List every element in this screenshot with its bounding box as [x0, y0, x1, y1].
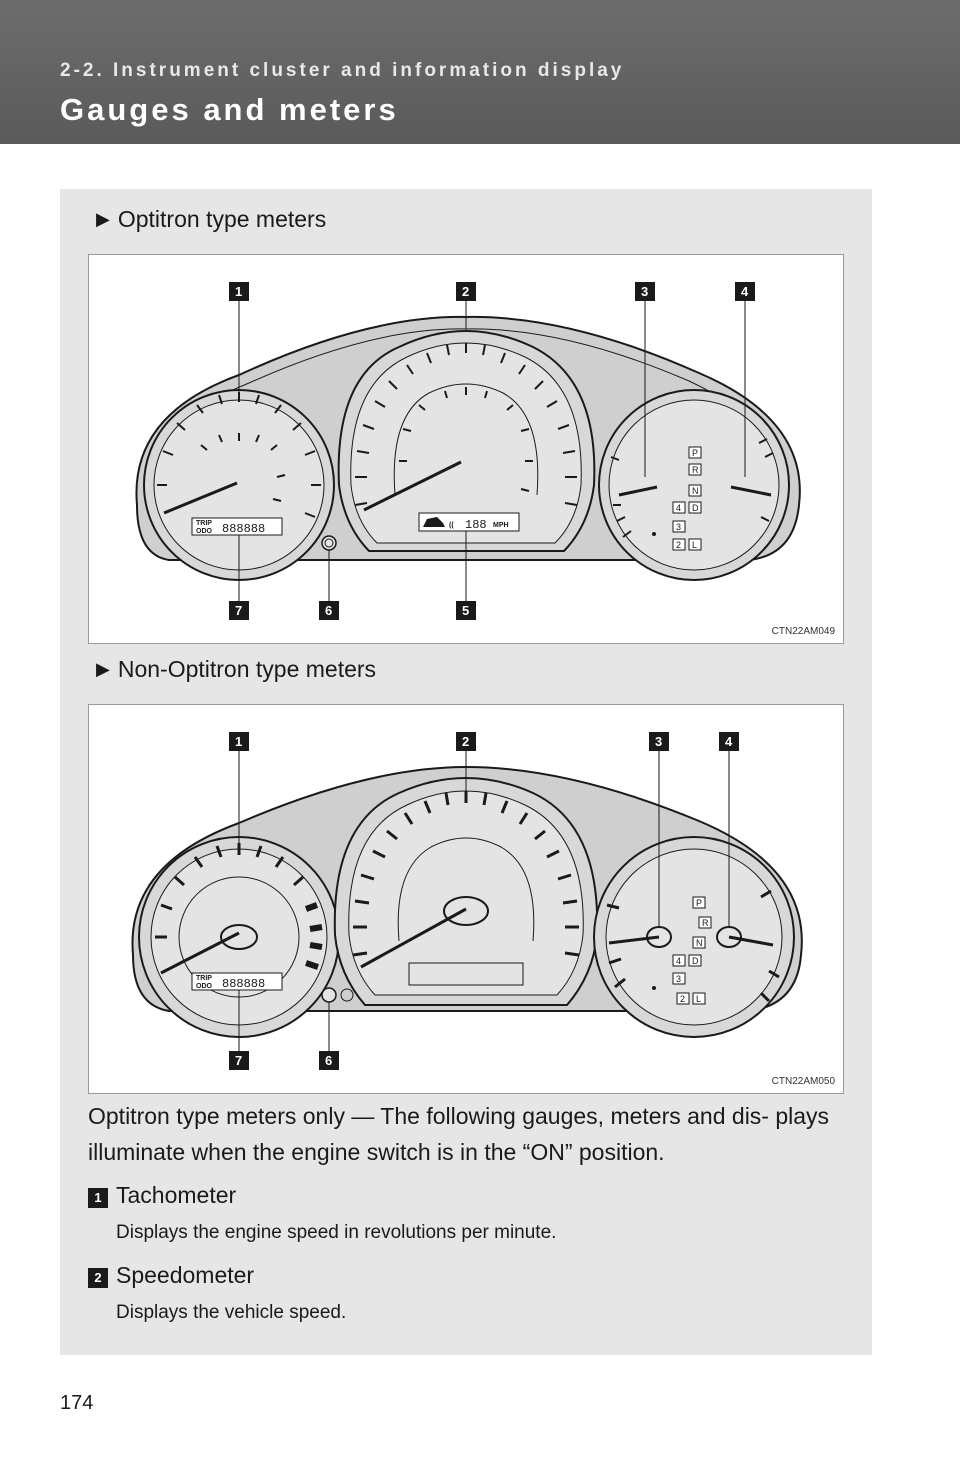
item-number-badge: 1 — [88, 1188, 108, 1208]
svg-text:3: 3 — [655, 734, 663, 749]
optitron-cluster-illustration — [89, 255, 845, 645]
figure-1-heading-text: Optitron type meters — [117, 206, 327, 232]
gear-3: 3 — [676, 974, 682, 984]
figure-2-heading-text: Non-Optitron type meters — [117, 656, 377, 682]
right-triangle-icon: ▶ — [96, 659, 110, 679]
gear-r: R — [692, 465, 699, 475]
gear-3: 3 — [676, 522, 682, 532]
callout-1 — [229, 282, 249, 301]
gear-n: N — [692, 486, 699, 496]
callout-2 — [456, 282, 476, 301]
callout-4 — [719, 732, 739, 751]
page-number: 174 — [60, 1392, 94, 1414]
section-label: 2-2. Instrument cluster and information display — [60, 60, 625, 81]
svg-text:7: 7 — [235, 1053, 243, 1068]
gear-l: L — [696, 994, 702, 1004]
figure-1-heading — [96, 206, 326, 233]
callout-3 — [649, 732, 669, 751]
cruise-icon: (( — [449, 522, 454, 529]
svg-text:6: 6 — [325, 603, 333, 618]
lcd-speed-unit: MPH — [493, 522, 509, 529]
svg-text:4: 4 — [725, 734, 733, 749]
callout-2 — [456, 732, 476, 751]
svg-text:1: 1 — [235, 734, 243, 749]
svg-text:6: 6 — [325, 1053, 333, 1068]
figure-optitron — [88, 254, 844, 644]
svg-text:5: 5 — [462, 603, 470, 618]
right-triangle-icon: ▶ — [96, 209, 110, 229]
lcd-odo-label: ODO — [196, 983, 212, 990]
page-title: Gauges and meters — [60, 92, 399, 127]
item-number-badge: 2 — [88, 1268, 108, 1288]
callout-7 — [229, 601, 249, 620]
item-2-title-text: Speedometer — [116, 1262, 255, 1288]
callout-4 — [735, 282, 755, 301]
item-1-description: Displays the engine speed in revolutions per minute. — [116, 1222, 557, 1243]
gear-n: N — [696, 938, 703, 948]
gear-p: P — [692, 448, 699, 458]
svg-text:4: 4 — [741, 284, 749, 299]
item-2-title — [88, 1262, 254, 1289]
svg-text:3: 3 — [641, 284, 649, 299]
gear-r: R — [702, 918, 709, 928]
non-optitron-cluster-illustration — [89, 705, 845, 1095]
gear-p: P — [696, 898, 703, 908]
gear-2: 2 — [680, 994, 686, 1004]
callout-5 — [456, 601, 476, 620]
lcd-odo-label: ODO — [196, 528, 212, 535]
lcd-trip-label: TRIP — [196, 975, 212, 982]
lcd-odometer-digits: 888888 — [222, 977, 266, 991]
figure-code: CTN22AM050 — [771, 1076, 835, 1087]
lcd-trip-label: TRIP — [196, 520, 212, 527]
callout-6 — [319, 1051, 339, 1070]
gear-d: D — [692, 956, 699, 966]
svg-text:2: 2 — [462, 734, 470, 749]
gear-4: 4 — [676, 956, 682, 966]
lcd-odometer-digits: 888888 — [222, 522, 266, 536]
gear-2: 2 — [676, 540, 682, 550]
gear-l: L — [692, 540, 698, 550]
figure-non-optitron — [88, 704, 844, 1094]
lcd-speed-digits: 188 — [465, 518, 487, 532]
svg-text:2: 2 — [462, 284, 470, 299]
svg-text:7: 7 — [235, 603, 243, 618]
callout-7 — [229, 1051, 249, 1070]
figure-code: CTN22AM049 — [771, 626, 835, 637]
callout-3 — [635, 282, 655, 301]
figure-2-heading — [96, 656, 376, 683]
item-1-title-text: Tachometer — [116, 1182, 237, 1208]
callout-1 — [229, 732, 249, 751]
header-bar — [0, 0, 960, 144]
gear-4: 4 — [676, 503, 682, 513]
svg-text:1: 1 — [235, 284, 243, 299]
intro-text: Optitron type meters only — The following gauges, meters and dis- plays illuminate when the engine switch is in the “ON” position. — [88, 1103, 830, 1165]
gear-d: D — [692, 503, 699, 513]
item-1-title — [88, 1182, 236, 1209]
item-2-description: Displays the vehicle speed. — [116, 1302, 347, 1323]
callout-6 — [319, 601, 339, 620]
